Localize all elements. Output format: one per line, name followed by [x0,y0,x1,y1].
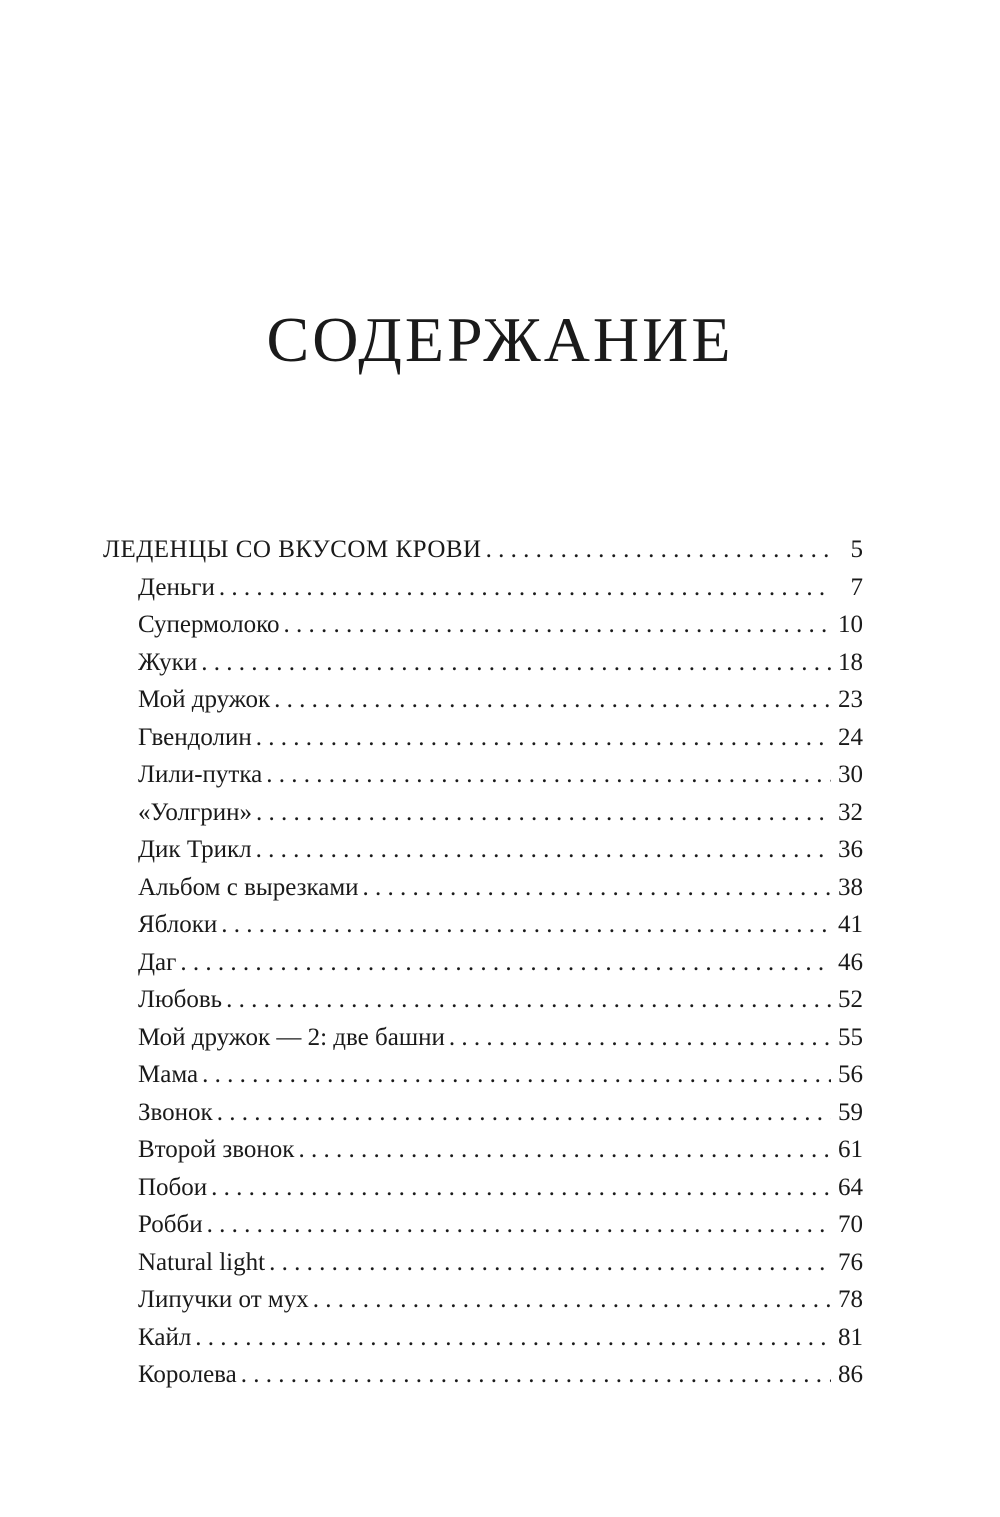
toc-page-number: 7 [850,573,863,601]
toc-entry[interactable] [103,1131,863,1169]
toc-page-number: 38 [838,873,863,901]
page-title: СОДЕРЖАНИЕ [266,304,734,375]
toc-page-number: 76 [838,1248,863,1276]
toc-entry-title: Дик Трикл [138,836,252,863]
dot-leader [313,1281,831,1319]
dot-leader [256,794,831,832]
toc-entry-title: Мама [138,1061,199,1088]
dot-leader [180,944,831,982]
table-of-contents [103,531,863,1394]
toc-part-entry[interactable] [103,531,863,569]
toc-entry[interactable] [103,869,863,907]
toc-entry[interactable] [103,1281,863,1319]
dot-leader [363,869,831,907]
toc-entry[interactable] [103,906,863,944]
toc-entry-title: «Уолгрин» [138,798,253,826]
dot-leader [298,1131,831,1169]
toc-entry[interactable] [103,1206,863,1244]
toc-page-number: 36 [838,836,863,863]
toc-entry-title: ЛЕДЕНЦЫ СО ВКУСОМ КРОВИ [103,536,482,563]
toc-entry-title: Мой дружок [138,686,271,713]
toc-entry[interactable] [103,1094,863,1132]
toc-entry-title: Даг [138,948,177,976]
dot-leader [201,644,831,682]
toc-page-number: 41 [838,911,863,938]
toc-entry-title: Мой дружок — 2: две башни [138,1023,445,1051]
toc-entry-title: Natural light [138,1248,266,1276]
dot-leader [195,1319,831,1357]
toc-entry[interactable] [103,1019,863,1057]
dot-leader [486,531,831,569]
toc-page-number: 59 [838,1098,863,1126]
toc-entry-title: Побои [138,1173,208,1201]
toc-entry-title: Королева [138,1361,237,1388]
dot-leader [211,1169,831,1207]
toc-entry-title: Робби [138,1211,203,1238]
toc-page-number: 46 [838,948,863,976]
toc-page-number: 81 [838,1323,863,1351]
toc-entry[interactable] [103,1056,863,1094]
toc-entry-title: Яблоки [138,911,218,938]
toc-entry-title: Жуки [138,648,198,676]
dot-leader [256,831,831,869]
dot-leader [284,606,832,644]
dot-leader [241,1356,831,1394]
toc-entry[interactable] [103,1356,863,1394]
dot-leader [274,681,831,719]
toc-entry[interactable] [103,831,863,869]
toc-page-number: 78 [838,1286,863,1313]
dot-leader [202,1056,831,1094]
toc-page-number: 61 [838,1136,863,1163]
dot-leader [226,981,831,1019]
toc-page-number: 10 [838,611,863,638]
toc-entry-title: Любовь [138,986,223,1013]
toc-entry-title: Кайл [138,1323,192,1351]
dot-leader [219,569,831,607]
toc-entry[interactable] [103,606,863,644]
dot-leader [221,906,831,944]
toc-entry[interactable] [103,644,863,682]
dot-leader [449,1019,831,1057]
toc-page-number: 52 [838,986,863,1013]
toc-entry[interactable] [103,794,863,832]
toc-entry[interactable] [103,1319,863,1357]
toc-entry[interactable] [103,719,863,757]
toc-entry[interactable] [103,981,863,1019]
toc-entry-title: Супермолоко [138,611,280,638]
dot-leader [269,1244,831,1282]
toc-page-number: 24 [838,723,863,751]
toc-page-number: 23 [838,686,863,713]
toc-page-number: 70 [838,1211,863,1238]
toc-entry[interactable] [103,569,863,607]
toc-entry-title: Гвендолин [138,723,252,751]
toc-entry[interactable] [103,1244,863,1282]
toc-page-number: 55 [838,1023,863,1051]
dot-leader [256,719,831,757]
dot-leader [266,756,831,794]
toc-entry[interactable] [103,1169,863,1207]
toc-page-number: 30 [838,761,863,788]
toc-page-number: 18 [838,648,863,676]
toc-entry[interactable] [103,756,863,794]
toc-entry-title: Липучки от мух [138,1286,309,1313]
toc-page-number: 5 [850,536,863,563]
toc-page-number: 86 [838,1361,863,1388]
toc-entry-title: Деньги [138,573,215,601]
dot-leader [207,1206,831,1244]
toc-entry-title: Альбом с вырезками [138,873,359,901]
toc-page-number: 64 [838,1173,863,1201]
toc-page-number: 32 [838,798,863,826]
toc-entry-title: Звонок [138,1098,213,1126]
toc-page-number: 56 [838,1061,863,1088]
toc-entry[interactable] [103,681,863,719]
toc-entry-title: Лили-путка [138,761,263,788]
dot-leader [217,1094,831,1132]
toc-entry[interactable] [103,944,863,982]
toc-entry-title: Второй звонок [138,1136,295,1163]
